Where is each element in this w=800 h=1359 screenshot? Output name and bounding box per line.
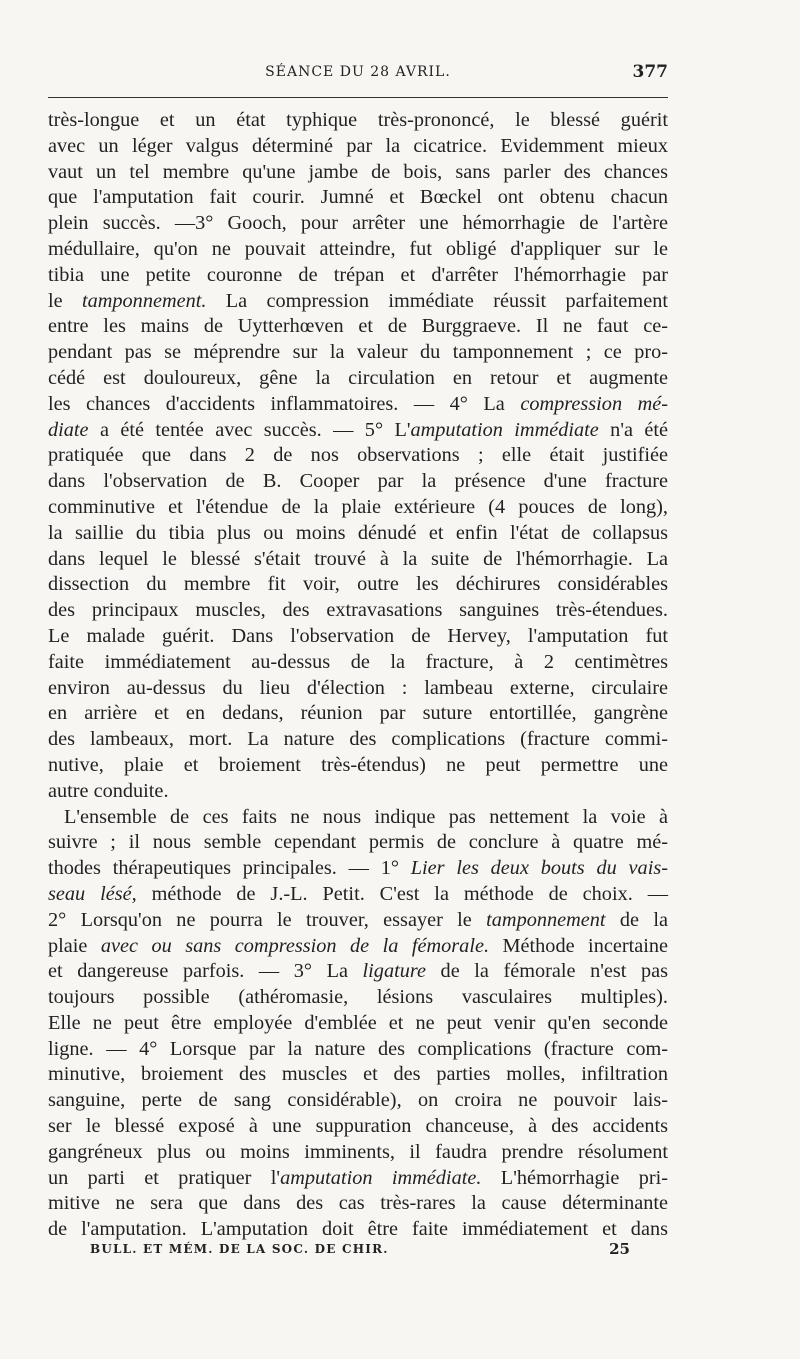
italic-run: diate xyxy=(48,418,89,441)
text-line xyxy=(48,418,668,444)
text-line: nutive, plaie et broiement très-étendus) ne peut permettre une xyxy=(48,753,668,776)
text-line: plein succès. —3° Gooch, pour arrêter une hémorrhagie de l'artère xyxy=(48,212,668,235)
text-run: de la fémorale n'est pas xyxy=(426,960,668,983)
text-line: des principaux muscles, des extravasations sanguines très-étendues. xyxy=(48,599,668,622)
text-line: ser le blessé exposé à une suppuration chanceuse, à des accidents xyxy=(48,1115,668,1138)
running-title: SÉANCE DU 28 AVRIL. xyxy=(265,64,451,80)
text-line: dans lequel le blessé s'était trouvé à la suite de l'hémorrhagie. La xyxy=(48,547,668,570)
text-line: pendant pas se méprendre sur la valeur du tamponnement ; ce pro- xyxy=(48,341,668,364)
italic-run: tamponnement. xyxy=(81,289,207,312)
body-text xyxy=(48,108,668,1243)
text-line: entre les mains de Uytterhœven et de Burggraeve. Il ne faut ce- xyxy=(48,315,668,338)
text-line xyxy=(48,882,668,908)
italic-run: tamponnement xyxy=(486,908,606,931)
text-line xyxy=(48,392,668,418)
text-line: que l'amputation fait courir. Jumné et Bœckel ont obtenu chacun xyxy=(48,186,668,209)
text-line: comminutive et l'étendue de la plaie extérieure (4 pouces de long), xyxy=(48,495,668,518)
page-footer xyxy=(90,1240,630,1264)
text-run: thodes thérapeutiques principales. — 1° xyxy=(48,857,411,880)
text-line: Elle ne peut être employée d'emblée et ne peut venir qu'en seconde xyxy=(48,1011,668,1034)
text-line: minutive, broiement des muscles et des parties molles, infiltration xyxy=(48,1063,668,1086)
text-line: cédé est douloureux, gêne la circulation en retour et augmente xyxy=(48,366,668,389)
text-run: et dangereuse parfois. — 3° La xyxy=(48,960,363,983)
page-number: 377 xyxy=(632,62,668,82)
text-line: de l'amputation. L'amputation doit être faite immédiatement et dans xyxy=(48,1218,668,1241)
text-line: toujours possible (athéromasie, lésions vasculaires multiples). xyxy=(48,986,668,1009)
text-line: la saillie du tibia plus ou moins dénudé et enfin l'état de collapsus xyxy=(48,521,668,544)
signature-number: 25 xyxy=(609,1240,630,1258)
text-line: ligne. — 4° Lorsque par la nature des complications (fracture com- xyxy=(48,1037,668,1060)
text-line: en arrière et en dedans, réunion par suture entortillée, gangrène xyxy=(48,702,668,725)
text-line: tibia une petite couronne de trépan et d'arrêter l'hémorrhagie par xyxy=(48,263,668,286)
text-line: des lambeaux, mort. La nature des complications (fracture commi- xyxy=(48,728,668,751)
text-run: 2° Lorsqu'on ne pourra le trouver, essayer le xyxy=(48,908,487,931)
text-run: n'a été xyxy=(598,418,669,441)
italic-run: ligature xyxy=(362,960,426,983)
text-line: environ au-dessus du lieu d'élection : lambeau externe, circulaire xyxy=(48,676,668,699)
text-line xyxy=(48,934,668,960)
text-line: dans l'observation de B. Cooper par la présence d'une fracture xyxy=(48,470,668,493)
text-line: faite immédiatement au-dessus de la fracture, à 2 centimètres xyxy=(48,650,668,673)
italic-run: seau lésé, xyxy=(48,882,137,905)
signature-text: BULL. ET MÉM. DE LA SOC. DE CHIR. xyxy=(90,1242,389,1256)
text-run: a été tentée avec succès. — 5° L' xyxy=(88,418,411,441)
paragraph-1 xyxy=(48,108,668,805)
italic-run: amputation immédiate. xyxy=(280,1166,482,1189)
text-run: L'hémorrhagie pri- xyxy=(481,1166,668,1189)
text-line: pratiquée que dans 2 de nos observations ; elle était justifiée xyxy=(48,444,668,467)
text-line: L'ensemble de ces faits ne nous indique pas nettement la voie à xyxy=(64,805,668,828)
text-line: médullaire, qu'on ne pouvait atteindre, fut obligé d'appliquer sur le xyxy=(48,237,668,260)
text-run: Méthode incertaine xyxy=(489,934,669,957)
italic-run: avec ou sans compression de la fémorale. xyxy=(100,934,490,957)
italic-run: amputation immédiate xyxy=(410,418,599,441)
text-line: mitive ne sera que dans des cas très-rares la cause déterminante xyxy=(48,1192,668,1215)
paragraph-2 xyxy=(48,805,668,1244)
text-line: gangréneux plus ou moins imminents, il faudra prendre résolument xyxy=(48,1140,668,1163)
text-line: très-longue et un état typhique très-prononcé, le blessé guérit xyxy=(48,109,668,131)
text-line: dissection du membre fit voir, outre les déchirures considérables xyxy=(48,573,668,596)
page-header xyxy=(48,60,668,88)
header-rule xyxy=(48,97,668,98)
text-line: Le malade guérit. Dans l'observation de Hervey, l'amputation fut xyxy=(48,624,668,647)
italic-run: Lier les deux bouts du vais- xyxy=(410,857,668,880)
text-line: vaut un tel membre qu'une jambe de bois, sans parler des chances xyxy=(48,160,668,183)
text-run: de la xyxy=(605,908,669,931)
text-line: suivre ; il nous semble cependant permis de conclure à quatre mé- xyxy=(48,831,668,854)
text-line xyxy=(48,1166,668,1192)
text-line xyxy=(48,856,668,882)
text-run: un parti et pratiquer l' xyxy=(48,1166,281,1189)
text-line: avec un léger valgus déterminé par la cicatrice. Evidemment mieux xyxy=(48,134,668,157)
text-run: méthode de J.-L. Petit. C'est la méthode de choix. — xyxy=(136,882,668,905)
text-line xyxy=(48,959,668,985)
text-line: autre conduite. xyxy=(48,779,169,802)
italic-run: compression mé- xyxy=(520,392,668,415)
text-line xyxy=(48,289,668,315)
text-run: le xyxy=(48,289,82,312)
text-line: sanguine, perte de sang considérable), on croira ne pouvoir lais- xyxy=(48,1089,668,1112)
text-run: plaie xyxy=(48,934,101,957)
text-line xyxy=(48,908,668,934)
text-run: les chances d'accidents inflammatoires. — 4° La xyxy=(48,392,521,415)
text-run: La compression immédiate réussit parfaitement xyxy=(206,289,668,312)
